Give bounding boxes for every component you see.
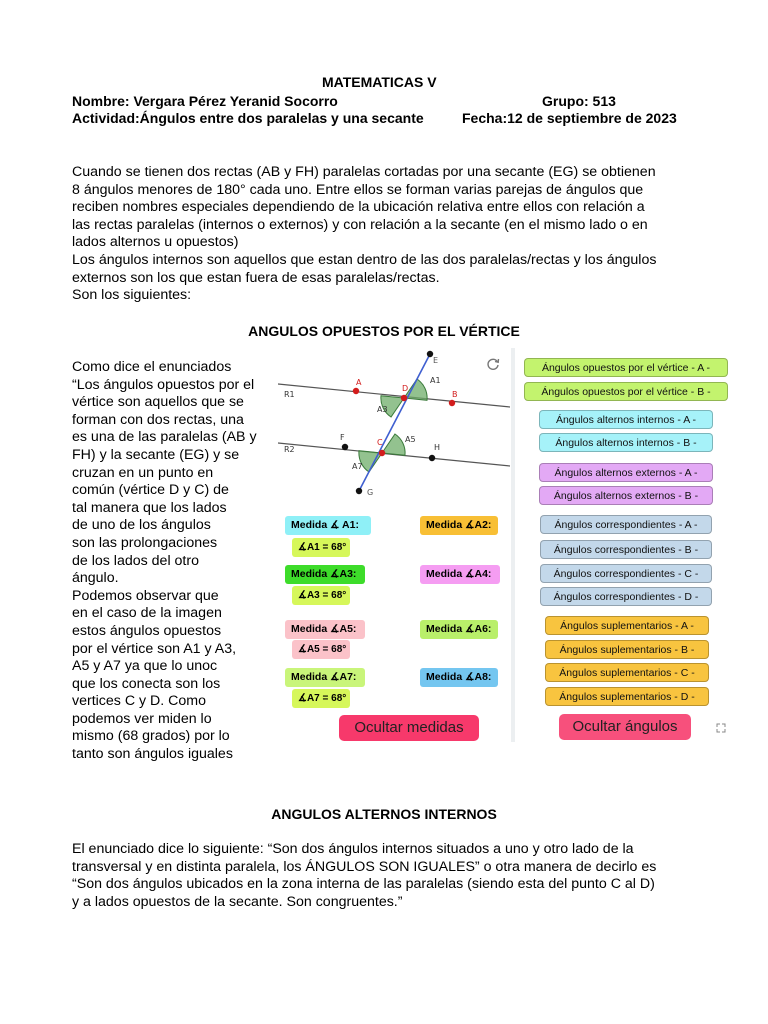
measure-a2-button[interactable]: Medida ∡A2:	[420, 516, 498, 535]
fullscreen-icon[interactable]	[715, 722, 727, 734]
para-line: y a lados opuestos de la secante. Son congruentes.”	[72, 893, 403, 910]
label-e: E	[433, 356, 439, 365]
measure-a3-button[interactable]: Medida ∡A3:	[285, 565, 365, 584]
label-a3: A3	[377, 405, 388, 414]
hide-measures-button[interactable]: Ocultar medidas	[339, 715, 479, 741]
measure-a1-button[interactable]: Medida ∡ A1:	[285, 516, 371, 535]
label-a: A	[356, 378, 362, 387]
para-line: Podemos observar que	[72, 587, 219, 604]
para-line: vértice son aquellos que se	[72, 394, 244, 411]
para-line: “Los ángulos opuestos por el	[72, 376, 255, 393]
point-b[interactable]	[449, 400, 455, 406]
opuestos-paragraph	[72, 359, 277, 764]
alternos-paragraph	[72, 841, 732, 911]
label-h: H	[434, 443, 441, 452]
para-line: común (vértice D y C) de	[72, 482, 229, 499]
correspondientes-a-button[interactable]: Ángulos correspondientes - A -	[540, 515, 712, 534]
label-a5: A5	[405, 435, 416, 444]
point-d[interactable]	[401, 395, 407, 401]
measure-a1-value: ∡A1 = 68°	[292, 538, 350, 557]
para-line: tanto son ángulos iguales	[72, 746, 233, 763]
para-line: Como dice el enunciados	[72, 359, 232, 375]
intro-line: reciben nombres especiales dependiendo de la ubicación relativa entre ellos con relación a	[72, 199, 645, 216]
date: Fecha:12 de septiembre de 2023	[462, 110, 677, 126]
para-line: “Son dos ángulos ubicados en la zona interna de las paralelas (siendo esta del punto C al D)	[72, 876, 655, 893]
measure-a7-button[interactable]: Medida ∡A7:	[285, 668, 365, 687]
para-line: son las prolongaciones	[72, 534, 218, 551]
student-name: Nombre: Vergara Pérez Yeranid Socorro	[72, 93, 338, 109]
label-a7: A7	[352, 462, 363, 471]
geometry-canvas[interactable]	[278, 346, 511, 506]
panel-divider	[511, 348, 515, 742]
intro-line: lados alternos u opuestos)	[72, 234, 239, 251]
para-line: en el caso de la imagen	[72, 605, 222, 622]
point-a[interactable]	[353, 388, 359, 394]
refresh-icon[interactable]	[485, 356, 501, 372]
intro-line: externos son los que estan fuera de esas paralelas/rectas.	[72, 269, 440, 286]
suplementarios-b-button[interactable]: Ángulos suplementarios - B -	[545, 640, 709, 659]
geogebra-applet[interactable]	[278, 346, 741, 744]
para-line: podemos ver miden lo	[72, 710, 212, 727]
label-b: B	[452, 390, 458, 399]
group: Grupo: 513	[542, 93, 616, 109]
para-line: vertices C y D. Como	[72, 693, 207, 710]
point-g[interactable]	[356, 488, 362, 494]
measure-a7-value: ∡A7 = 68°	[292, 689, 350, 708]
suplementarios-a-button[interactable]: Ángulos suplementarios - A -	[545, 616, 709, 635]
correspondientes-b-button[interactable]: Ángulos correspondientes - B -	[540, 540, 712, 559]
para-line: estos ángulos opuestos	[72, 622, 222, 639]
section-title-opuestos: ANGULOS OPUESTOS POR EL VÉRTICE	[248, 323, 520, 339]
label-f: F	[340, 433, 345, 442]
suplementarios-d-button[interactable]: Ángulos suplementarios - D -	[545, 687, 709, 706]
label-r2: R2	[284, 445, 295, 454]
para-line: forman con dos rectas, una	[72, 411, 244, 428]
opuestos-b-button[interactable]: Ángulos opuestos por el vértice - B -	[524, 382, 728, 401]
section-title-alternos: ANGULOS ALTERNOS INTERNOS	[271, 806, 497, 822]
label-d: D	[402, 384, 409, 393]
para-line: es una de las paralelas (AB y	[72, 429, 257, 446]
label-a1: A1	[430, 376, 441, 385]
para-line: FH) y la secante (EG) y se	[72, 446, 240, 463]
measure-a8-button[interactable]: Medida ∡A8:	[420, 668, 498, 687]
intro-line: las rectas paralelas (internos o externos) y con relación a la secante (en el mismo lado o en	[72, 216, 648, 233]
alternos-externos-b-button[interactable]: Ángulos alternos externos - B -	[539, 486, 713, 505]
measure-a3-value: ∡A3 = 68°	[292, 586, 350, 605]
para-line: transversal y en distinta paralela, los ÁNGULOS SON IGUALES” o otra manera de decirlo es	[72, 858, 657, 875]
para-line: por el vértice son A1 y A3,	[72, 640, 237, 657]
label-r1: R1	[284, 390, 295, 399]
correspondientes-c-button[interactable]: Ángulos correspondientes - C -	[540, 564, 712, 583]
para-line: ángulo.	[72, 570, 119, 587]
doc-title: MATEMATICAS V	[322, 74, 437, 90]
point-c[interactable]	[379, 450, 385, 456]
para-line: A5 y A7 ya que lo unoc	[72, 658, 218, 675]
hide-angles-button[interactable]: Ocultar ángulos	[559, 714, 691, 740]
correspondientes-d-button[interactable]: Ángulos correspondientes - D -	[540, 587, 712, 606]
measure-a5-value: ∡A5 = 68°	[292, 640, 350, 659]
alternos-internos-b-button[interactable]: Ángulos alternos internos - B -	[539, 433, 713, 452]
label-g: G	[367, 488, 374, 497]
para-line: de uno de los ángulos	[72, 517, 211, 534]
intro-line: 8 ángulos menores de 180° cada uno. Entre ellos se forman varias parejas de ángulos que	[72, 181, 644, 198]
para-line: cruzan en un punto en	[72, 464, 214, 481]
measure-a4-button[interactable]: Medida ∡A4:	[420, 565, 500, 584]
measure-a5-button[interactable]: Medida ∡A5:	[285, 620, 365, 639]
alternos-externos-a-button[interactable]: Ángulos alternos externos - A -	[539, 463, 713, 482]
alternos-internos-a-button[interactable]: Ángulos alternos internos - A -	[539, 410, 713, 429]
label-c: C	[377, 438, 383, 447]
activity: Actividad:Ángulos entre dos paralelas y una secante	[72, 110, 424, 126]
intro-line: Cuando se tienen dos rectas (AB y FH) paralelas cortadas por una secante (EG) se obtienen	[72, 164, 656, 180]
point-h[interactable]	[429, 455, 435, 461]
point-f[interactable]	[342, 444, 348, 450]
secant-eg	[359, 354, 430, 491]
intro-paragraph	[72, 164, 732, 305]
opuestos-a-button[interactable]: Ángulos opuestos por el vértice - A -	[524, 358, 728, 377]
para-line: de los lados del otro	[72, 552, 199, 569]
intro-line: Los ángulos internos son aquellos que estan dentro de las dos paralelas/rectas y los ángulos	[72, 251, 657, 268]
suplementarios-c-button[interactable]: Ángulos suplementarios - C -	[545, 663, 709, 682]
para-line: El enunciado dice lo siguiente: “Son dos ángulos internos situados a uno y otro lado de la	[72, 841, 634, 857]
angle-a5-wedge	[382, 434, 405, 455]
measure-a6-button[interactable]: Medida ∡A6:	[420, 620, 498, 639]
para-line: que los conecta son los	[72, 675, 221, 692]
intro-line: Son los siguientes:	[72, 287, 192, 304]
para-line: mismo (68 grados) por lo	[72, 728, 230, 745]
para-line: tal manera que los lados	[72, 499, 227, 516]
